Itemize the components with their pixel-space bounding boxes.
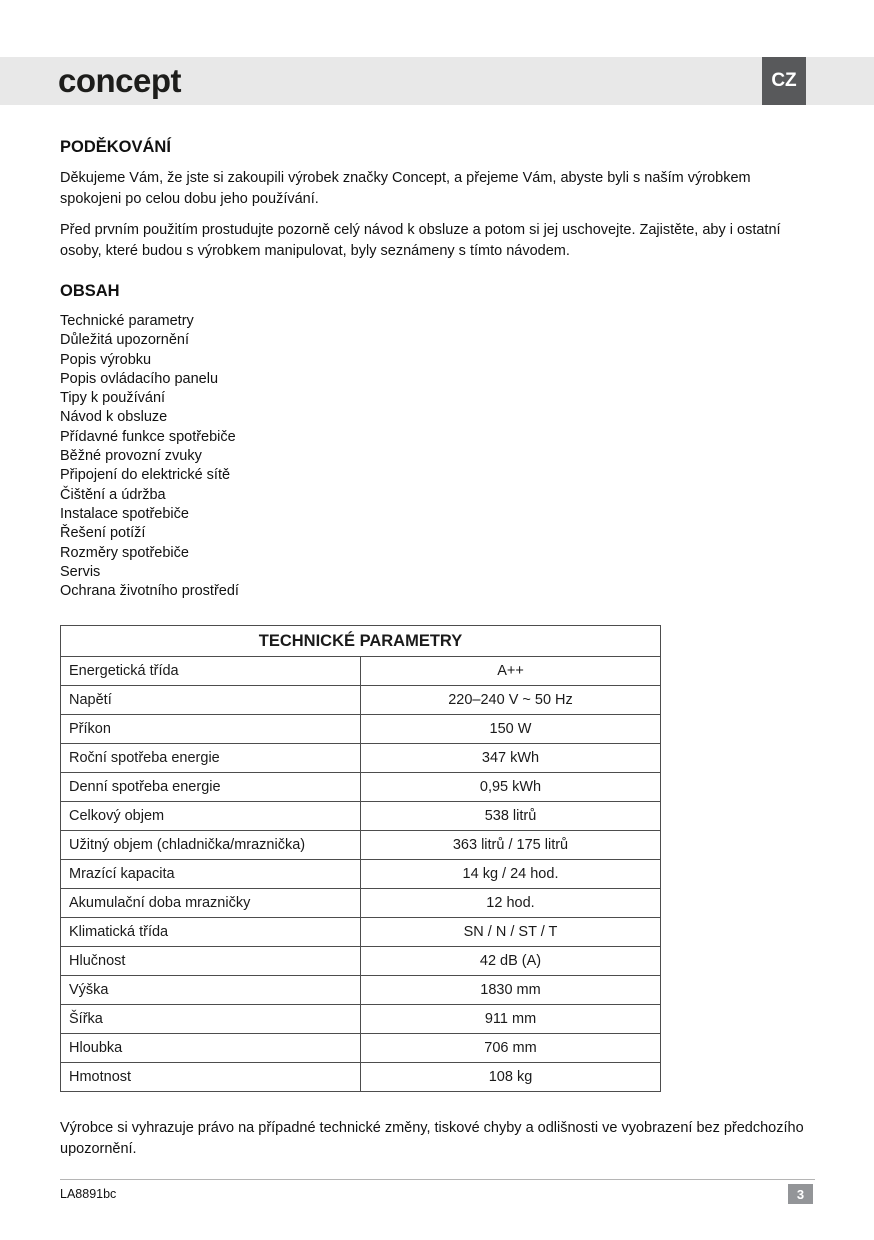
header-bar [0, 57, 874, 105]
page-content [60, 138, 815, 1160]
contents-item: Připojení do elektrické sítě [60, 467, 231, 484]
table-row [61, 715, 661, 744]
table-row [61, 802, 661, 831]
contents-item: Důležitá upozornění [60, 332, 189, 349]
contents-item: Ochrana životního prostředí [60, 583, 239, 600]
table-row [61, 918, 661, 947]
contents-item: Návod k obsluze [60, 409, 168, 426]
contents-item: Čištění a údržba [60, 486, 166, 503]
param-label: Mrazící kapacita [61, 860, 361, 889]
thanks-title: PODĚKOVÁNÍ [60, 138, 171, 156]
param-value: 42 dB (A) [361, 947, 661, 976]
contents-item: Přídavné funkce spotřebiče [60, 428, 236, 445]
param-label: Užitný objem (chladnička/mraznička) [61, 831, 361, 860]
param-label: Výška [61, 976, 361, 1005]
param-value: 14 kg / 24 hod. [361, 860, 661, 889]
param-label: Napětí [61, 686, 361, 715]
contents-item: Servis [60, 563, 101, 580]
language-badge: CZ [762, 57, 806, 105]
table-row [61, 889, 661, 918]
contents-list [60, 312, 815, 601]
table-row [61, 860, 661, 889]
table-row [61, 947, 661, 976]
param-value: 12 hod. [361, 889, 661, 918]
param-label: Akumulační doba mrazničky [61, 889, 361, 918]
table-row [61, 1063, 661, 1092]
param-label: Šířka [61, 1005, 361, 1034]
param-label: Klimatická třída [61, 918, 361, 947]
param-value: 538 litrů [361, 802, 661, 831]
param-label: Energetická třída [61, 657, 361, 686]
table-row [61, 976, 661, 1005]
param-value: 108 kg [361, 1063, 661, 1092]
thanks-paragraph-1: Děkujeme Vám, že jste si zakoupili výrobek značky Concept, a přejeme Vám, abyste byli s naším výrobkem spokojeni po celou dobu jeho používání. [60, 170, 751, 207]
table-row [61, 744, 661, 773]
contents-item: Technické parametry [60, 313, 194, 329]
param-label: Hlučnost [61, 947, 361, 976]
param-value: 220–240 V ~ 50 Hz [361, 686, 661, 715]
page-footer [60, 1179, 815, 1209]
param-label: Denní spotřeba energie [61, 773, 361, 802]
table-row [61, 831, 661, 860]
param-value: 347 kWh [361, 744, 661, 773]
page-number: 3 [788, 1184, 813, 1204]
thanks-paragraph-2: Před prvním použitím prostudujte pozorně celý návod k obsluze a potom si jej uschovejte. Zajistěte, aby i ostatní osoby, které budou s výrobkem manipulovat, byly seznámeny s tímto návodem. [60, 222, 781, 259]
concept-logo: concept [58, 62, 182, 99]
contents-item: Popis výrobku [60, 351, 152, 368]
param-label: Hmotnost [61, 1063, 361, 1092]
table-row [61, 657, 661, 686]
contents-item: Rozměry spotřebiče [60, 544, 189, 561]
technical-parameters-table [60, 625, 661, 1092]
model-number: LA8891bc [60, 1187, 117, 1201]
param-value: 150 W [361, 715, 661, 744]
table-title-row [61, 626, 661, 657]
param-label: Hloubka [61, 1034, 361, 1063]
contents-item: Řešení potíží [60, 525, 146, 542]
table-row [61, 686, 661, 715]
param-value: 706 mm [361, 1034, 661, 1063]
contents-title: OBSAH [60, 282, 120, 300]
contents-item: Instalace spotřebiče [60, 505, 189, 522]
param-value: A++ [361, 657, 661, 686]
param-value: 1830 mm [361, 976, 661, 1005]
disclaimer-note: Výrobce si vyhrazuje právo na případné technické změny, tiskové chyby a odlišnosti ve vyobrazení bez předchozího upozornění. [60, 1120, 804, 1158]
param-label: Celkový objem [61, 802, 361, 831]
contents-item: Běžné provozní zvuky [60, 448, 202, 465]
param-label: Příkon [61, 715, 361, 744]
contents-item: Tipy k používání [60, 390, 166, 407]
param-value: 363 litrů / 175 litrů [361, 831, 661, 860]
table-title: TECHNICKÉ PARAMETRY [61, 626, 661, 657]
param-value: 0,95 kWh [361, 773, 661, 802]
param-value: SN / N / ST / T [361, 918, 661, 947]
contents-item: Popis ovládacího panelu [60, 370, 219, 387]
table-row [61, 773, 661, 802]
param-label: Roční spotřeba energie [61, 744, 361, 773]
table-row [61, 1005, 661, 1034]
table-row [61, 1034, 661, 1063]
param-value: 911 mm [361, 1005, 661, 1034]
